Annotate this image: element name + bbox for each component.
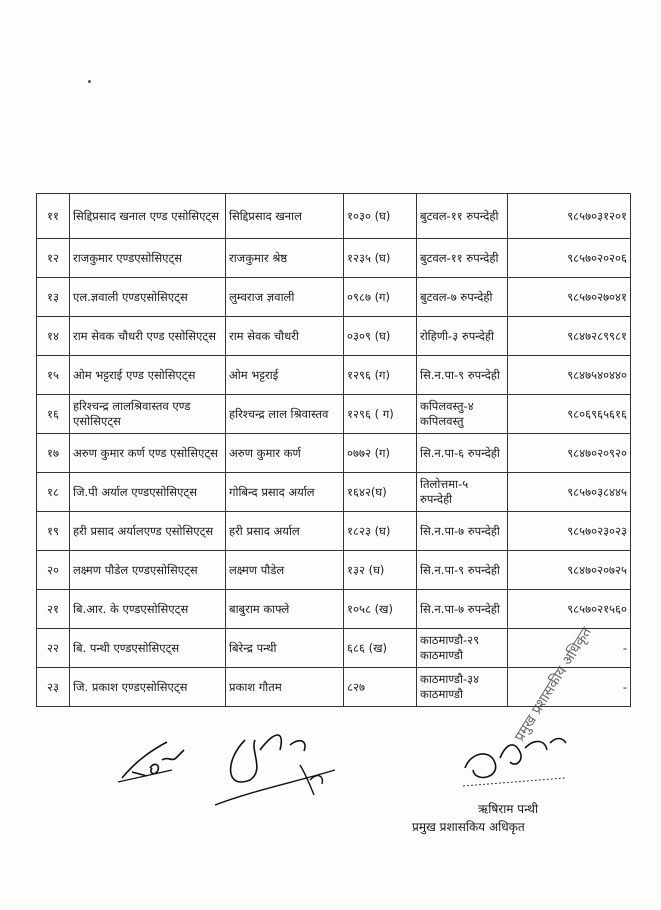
phone-number-cell: ९८४७२८९९८१ [508, 317, 631, 356]
table-row [37, 551, 631, 590]
table-row [37, 239, 631, 278]
proprietor-name-cell: गोबिन्द प्रसाद अर्याल [226, 473, 344, 512]
signature-1 [112, 730, 202, 790]
proprietor-name-cell: ओम भट्टराई [226, 356, 344, 395]
address-cell: रोहिणी-३ रुपन्देही [417, 317, 508, 356]
serial-number-cell: १३ [37, 278, 70, 317]
firm-name-cell: राम सेवक चौधरी एण्ड एसोसिएट्स [70, 317, 226, 356]
address-cell: बुटवल-७ रुपन्देही [417, 278, 508, 317]
serial-number-cell: २१ [37, 590, 70, 629]
phone-number-cell: ९८५७०२०२०६ [508, 239, 631, 278]
firm-name-cell: जि.पी अर्याल एण्डएसोसिएट्स [70, 473, 226, 512]
registration-number-cell: १३२ (घ) [344, 551, 417, 590]
table-row [37, 590, 631, 629]
firm-name-cell: जि. प्रकाश एण्डएसोसिएट्स [70, 668, 226, 707]
address-cell: सि.न.पा-७ रुपन्देही [417, 590, 508, 629]
phone-number-cell: ९८५७०३१२०१ [508, 194, 631, 239]
proprietor-name-cell: लक्ष्मण पौडेल [226, 551, 344, 590]
registration-number-cell: १२९६ ( ग) [344, 395, 417, 434]
phone-number-cell: ९८५७०३८४४५ [508, 473, 631, 512]
firm-name-cell: हरिश्चन्द्र लालश्रिवास्तव एण्ड एसोसिएट्स [70, 395, 226, 434]
phone-number-cell: ९८५७०२७०४१ [508, 278, 631, 317]
registration-number-cell: ६८६ (ख) [344, 629, 417, 668]
table-row [37, 356, 631, 395]
proprietor-name-cell: राम सेवक चौधरी [226, 317, 344, 356]
registration-number-cell: १०३० (घ) [344, 194, 417, 239]
serial-number-cell: १९ [37, 512, 70, 551]
registration-number-cell: १८२३ (घ) [344, 512, 417, 551]
officer-title: प्रमुख प्रशासकिय अधिकृत [412, 820, 525, 834]
proprietor-name-cell: प्रकाश गौतम [226, 668, 344, 707]
serial-number-cell: १५ [37, 356, 70, 395]
proprietor-name-cell: सिद्दिप्रसाद खनाल [226, 194, 344, 239]
phone-number-cell: ९८५७०२१५६० [508, 590, 631, 629]
firm-name-cell: सिद्दिप्रसाद खनाल एण्ड एसोसिएट्स [70, 194, 226, 239]
proprietor-name-cell: हरिश्चन्द्र लाल श्रिवास्तव [226, 395, 344, 434]
serial-number-cell: १६ [37, 395, 70, 434]
firm-name-cell: एल.ज्ञवाली एण्डएसोसिएट्स [70, 278, 226, 317]
table-row [37, 629, 631, 668]
serial-number-cell: २३ [37, 668, 70, 707]
address-cell: तिलोत्तमा-५ रुपन्देही [417, 473, 508, 512]
address-cell: कपिलवस्तु-४ कपिलवस्तु [417, 395, 508, 434]
table-row [37, 473, 631, 512]
address-cell: काठमाण्डौ-२९ काठमाण्डौ [417, 629, 508, 668]
address-cell: बुटवल-११ रुपन्देही [417, 239, 508, 278]
registration-number-cell: ८२७ [344, 668, 417, 707]
table-row [37, 395, 631, 434]
firm-register-table [36, 193, 631, 707]
phone-number-cell: ९८४७०२०९२० [508, 434, 631, 473]
firm-name-cell: बि. पन्थी एण्डएसोसिएट्स [70, 629, 226, 668]
signature-2 [205, 720, 345, 820]
address-cell: सि.न.पा-७ रुपन्देही [417, 512, 508, 551]
table-row [37, 317, 631, 356]
table-row [37, 278, 631, 317]
serial-number-cell: २० [37, 551, 70, 590]
proprietor-name-cell: बिरेन्द्र पन्थी [226, 629, 344, 668]
registration-number-cell: १६४२(घ) [344, 473, 417, 512]
serial-number-cell: २२ [37, 629, 70, 668]
proprietor-name-cell: राजकुमार श्रेष्ठ [226, 239, 344, 278]
table-row [37, 434, 631, 473]
address-cell: सि.न.पा-६ रुपन्देही [417, 434, 508, 473]
registration-number-cell: ०७७२ (ग) [344, 434, 417, 473]
proprietor-name-cell: हरी प्रसाद अर्याल [226, 512, 344, 551]
registration-number-cell: १२३५ (घ) [344, 239, 417, 278]
table-row [37, 512, 631, 551]
registration-number-cell: १२९६ (ग) [344, 356, 417, 395]
phone-number-cell: ९८४७०२०७२५ [508, 551, 631, 590]
phone-number-cell: ९८४७५४०४४० [508, 356, 631, 395]
phone-number-cell: - [508, 629, 631, 668]
address-cell: बुटवल-११ रुपन्देही [417, 194, 508, 239]
registration-number-cell: ०९८७ (ग) [344, 278, 417, 317]
firm-name-cell: हरी प्रसाद अर्यालएण्ड एसोसिएट्स [70, 512, 226, 551]
serial-number-cell: १८ [37, 473, 70, 512]
phone-number-cell: ९८५७०२३०२३ [508, 512, 631, 551]
firm-name-cell: लक्ष्मण पौडेल एण्डएसोसिएट्स [70, 551, 226, 590]
proprietor-name-cell: बाबुराम काफ्ले [226, 590, 344, 629]
registration-number-cell: ०३०९ (घ) [344, 317, 417, 356]
serial-number-cell: १२ [37, 239, 70, 278]
address-cell: सि.न.पा-९ रुपन्देही [417, 551, 508, 590]
firm-name-cell: बि.आर. के एण्डएसोसिएट्स [70, 590, 226, 629]
firm-name-cell: राजकुमार एण्डएसोसिएट्स [70, 239, 226, 278]
proprietor-name-cell: लुम्वराज ज्ञवाली [226, 278, 344, 317]
address-cell: सि.न.पा-९ रुपन्देही [417, 356, 508, 395]
scan-speck [88, 80, 91, 83]
firm-name-cell: ओम भट्टराई एण्ड एसोसिएट्स [70, 356, 226, 395]
phone-number-cell: ९८०६९६५६१६ [508, 395, 631, 434]
official-stamp: प्रमुख प्रशासकीय अधिकृत [511, 624, 595, 745]
registration-number-cell: १०५८ (ख) [344, 590, 417, 629]
address-cell: काठमाण्डौ-३४ काठमाण्डौ [417, 668, 508, 707]
table-row [37, 194, 631, 239]
proprietor-name-cell: अरुण कुमार कर्ण [226, 434, 344, 473]
firm-name-cell: अरुण कुमार कर्ण एण्ड एसोसिएट्स [70, 434, 226, 473]
serial-number-cell: १४ [37, 317, 70, 356]
serial-number-cell: ११ [37, 194, 70, 239]
phone-number-cell: - [508, 668, 631, 707]
officer-name: ऋषिराम पन्थी [478, 802, 539, 816]
serial-number-cell: १७ [37, 434, 70, 473]
